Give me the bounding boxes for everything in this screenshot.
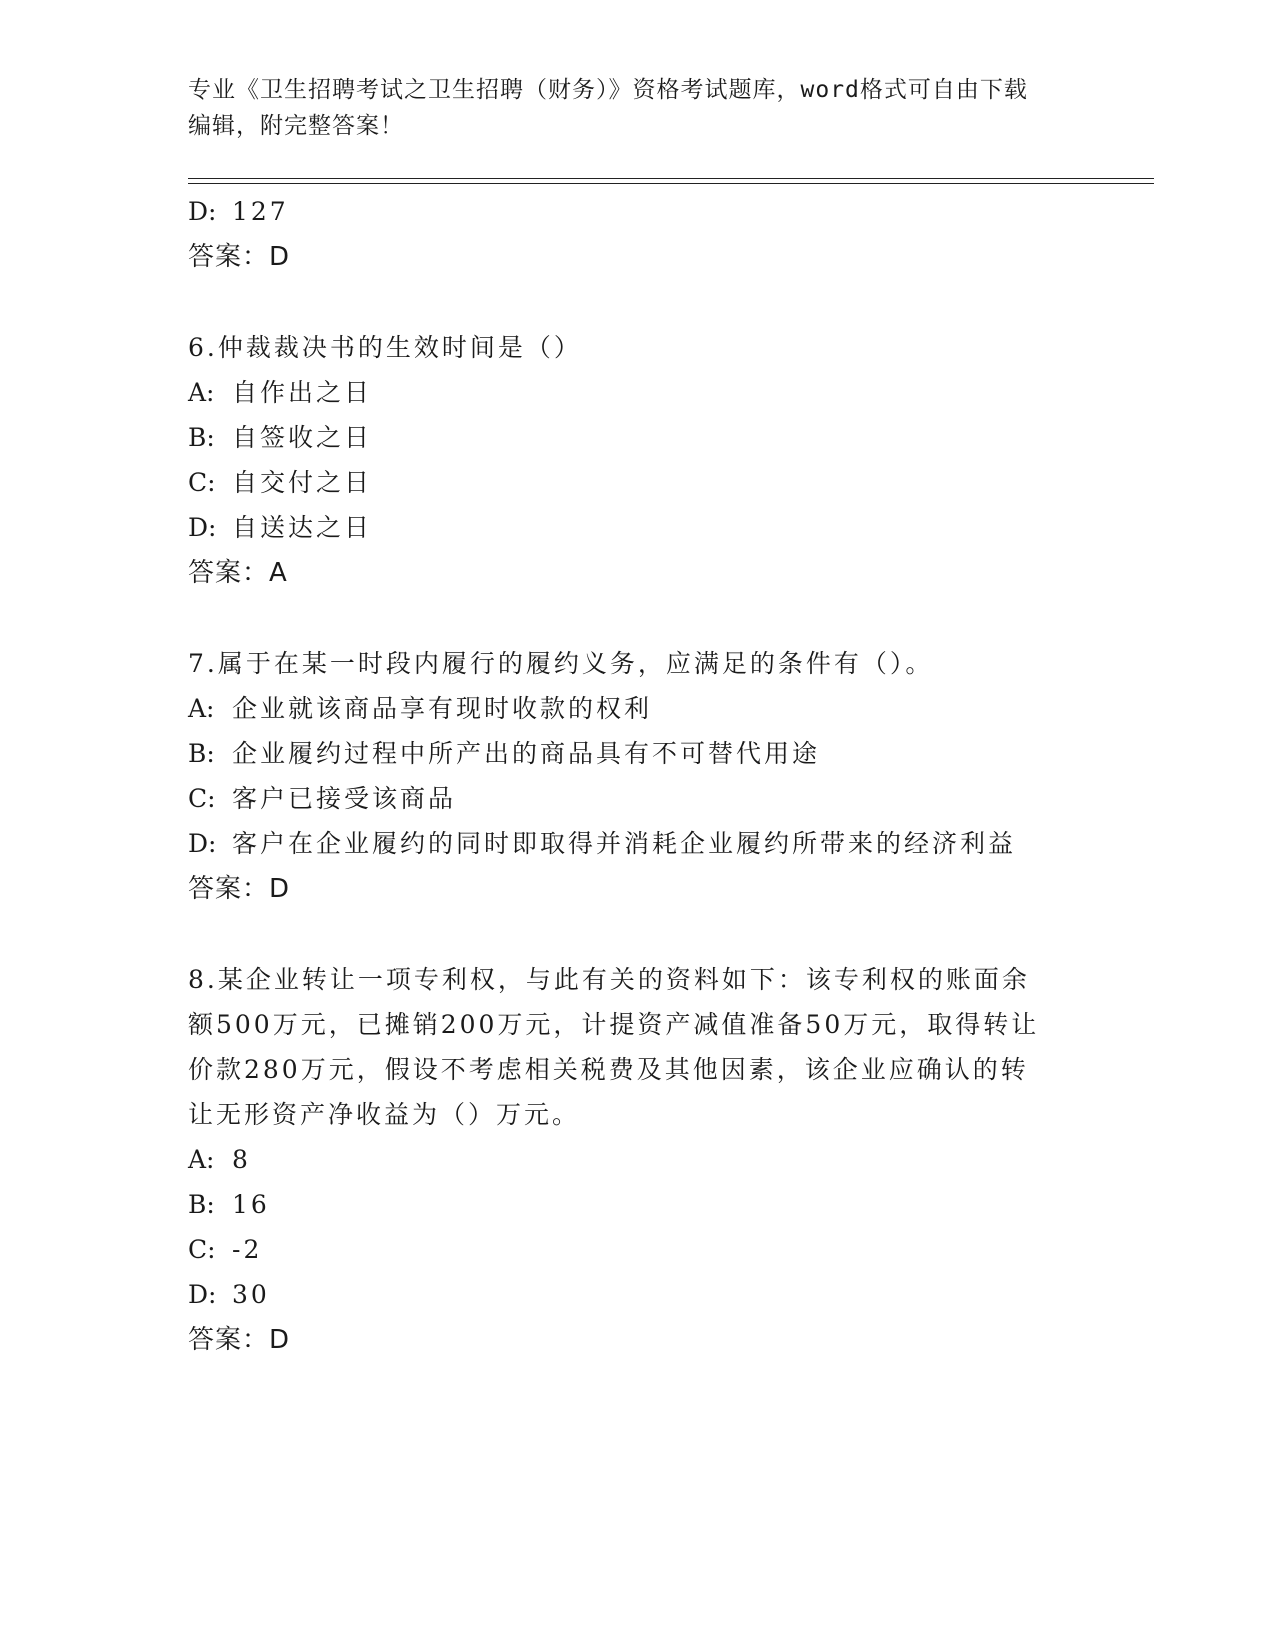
question-6-stem: 6.仲裁裁决书的生效时间是（） <box>188 333 582 362</box>
question-8-option-d <box>188 1272 1088 1317</box>
spacer <box>188 912 1088 957</box>
option-letter: D: <box>188 197 217 226</box>
header-divider-bottom <box>188 183 1154 184</box>
question-6-answer: 答案：A <box>188 558 288 588</box>
question-8-stem-line: 8.某企业转让一项专利权，与此有关的资料如下：该专利权的账面余 <box>188 965 1030 994</box>
question-8-option-c <box>188 1227 1088 1272</box>
question-8-answer: 答案：D <box>188 1325 291 1355</box>
question-7-stem: 7.属于在某一时段内履行的履约义务，应满足的条件有（）。 <box>188 649 934 678</box>
option-text: 自交付之日 <box>232 468 373 497</box>
option-letter: D: <box>188 1280 217 1309</box>
option-text: 企业履约过程中所产出的商品具有不可替代用途 <box>232 739 821 768</box>
question-6-option-b <box>188 415 1088 460</box>
question-7-option-d <box>188 821 1088 866</box>
option-text: 客户在企业履约的同时即取得并消耗企业履约所带来的经济利益 <box>232 829 1017 858</box>
header-title-line-1: 专业《卫生招聘考试之卫生招聘（财务）》资格考试题库，word格式可自由下载 <box>188 77 1028 103</box>
prev-option-d <box>188 189 1088 234</box>
question-8-option-a <box>188 1137 1088 1182</box>
header-title-line-2: 编辑，附完整答案！ <box>188 113 404 139</box>
option-letter: C: <box>188 468 216 497</box>
document-header <box>188 72 1088 144</box>
option-text: 127 <box>232 197 289 226</box>
question-7-option-a <box>188 686 1088 731</box>
question-7-option-c <box>188 776 1088 821</box>
option-text: 自签收之日 <box>232 423 373 452</box>
question-8-stem-line: 价款280万元，假设不考虑相关税费及其他因素，该企业应确认的转 <box>188 1055 1029 1084</box>
question-6-option-a <box>188 370 1088 415</box>
option-text: 自作出之日 <box>232 378 373 407</box>
option-letter: C: <box>188 1235 216 1264</box>
option-text: 16 <box>232 1190 270 1219</box>
question-7-option-b <box>188 731 1088 776</box>
spacer <box>188 596 1088 641</box>
option-letter: A: <box>188 694 215 723</box>
option-letter: D: <box>188 513 217 542</box>
question-6-option-c <box>188 460 1088 505</box>
header-divider-top <box>188 178 1154 179</box>
question-8-option-b <box>188 1182 1088 1227</box>
option-text: 客户已接受该商品 <box>232 784 457 813</box>
prev-answer: 答案：D <box>188 242 291 272</box>
option-letter: D: <box>188 829 217 858</box>
question-8-stem-line: 额500万元，已摊销200万元，计提资产减值准备50万元，取得转让 <box>188 1010 1040 1039</box>
option-text: 8 <box>232 1145 251 1174</box>
option-text: 自送达之日 <box>232 513 373 542</box>
option-letter: C: <box>188 784 216 813</box>
option-text: 30 <box>232 1280 270 1309</box>
question-8-stem-line: 让无形资产净收益为（）万元。 <box>188 1100 581 1129</box>
option-letter: B: <box>188 1190 215 1219</box>
option-text: 企业就该商品享有现时收款的权利 <box>232 694 653 723</box>
question-8-stem <box>188 957 1088 1137</box>
question-7-answer: 答案：D <box>188 874 291 904</box>
option-text: -2 <box>232 1235 263 1264</box>
option-letter: B: <box>188 423 215 452</box>
spacer <box>188 280 1088 325</box>
option-letter: A: <box>188 378 215 407</box>
option-letter: A: <box>188 1145 215 1174</box>
question-6-option-d <box>188 505 1088 550</box>
option-letter: B: <box>188 739 215 768</box>
question-content <box>188 189 1088 1363</box>
